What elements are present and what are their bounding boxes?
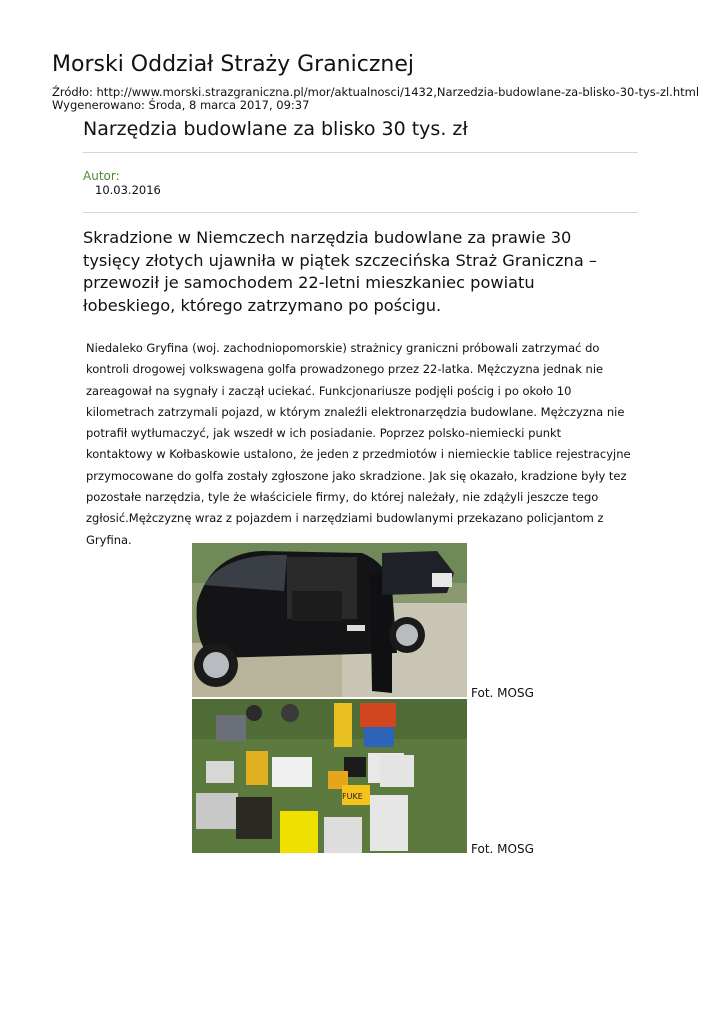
photo-caption: Fot. MOSG [471,842,534,856]
photo-tools [192,699,467,853]
source-url[interactable]: Źródło: http://www.morski.strazgraniczna.pl/mor/aktualnosci/1432,Narzedzia-budowlane-za-blisko-30-tys-zl.html [52,85,700,99]
article-date: 10.03.2016 [95,183,161,197]
article-title: Narzędzia budowlane za blisko 30 tys. zł [83,118,468,140]
article-lead: Skradzione w Niemczech narzędzia budowlane za prawie 30 tysięcy złotych ujawniła w piątek szczecińska Straż Graniczna – przewoził je samochodem 22-letni mieszkaniec powiatu łobeskiego, którego zatrzymano po pościgu. [83,228,597,315]
article-body: Niedaleko Gryfina (woj. zachodniopomorskie) strażnicy graniczni próbowali zatrzymać do kontroli drogowej volkswagena golfa prowadzonego przez 22-latka. Mężczyzna jednak nie zareagował na sygnały i zaczął uciekać. Funkcjonariusze podjęli pościg i po około 10 kilometrach zatrzymali pojazd, w którym znaleźli elektronarzędzia budowlane. Mężczyzna nie potrafił wytłumaczyć, jak wszedł w ich posiadanie. Poprzez polsko-niemiecki punkt kontaktowy w Kołbaskowie ustalono, że jeden z przedmiotów i niemieckie tablice rejestracyjne przymocowane do golfa zostały zgłoszone jako skradzione. Jak się okazało, kradzione były tez pozostałe narzędzia, tyle że właściciele firmy, do której należały, nie zdążyli jeszcze tego zgłosić.Mężczyznę wraz z pojazdem i narzędziami budowlanymi przekazano policjantom z Gryfina. [86,341,631,547]
photo-caption: Fot. MOSG [471,686,534,700]
document-meta [52,86,699,112]
site-title: Morski Oddział Straży Granicznej [52,52,414,77]
divider [83,152,638,153]
author-label: Autor: [83,169,120,183]
box-label: FUKE [342,792,363,801]
photo-car [192,543,467,697]
divider [83,212,638,213]
generated-timestamp: Wygenerowano: Środa, 8 marca 2017, 09:37 [52,98,310,112]
